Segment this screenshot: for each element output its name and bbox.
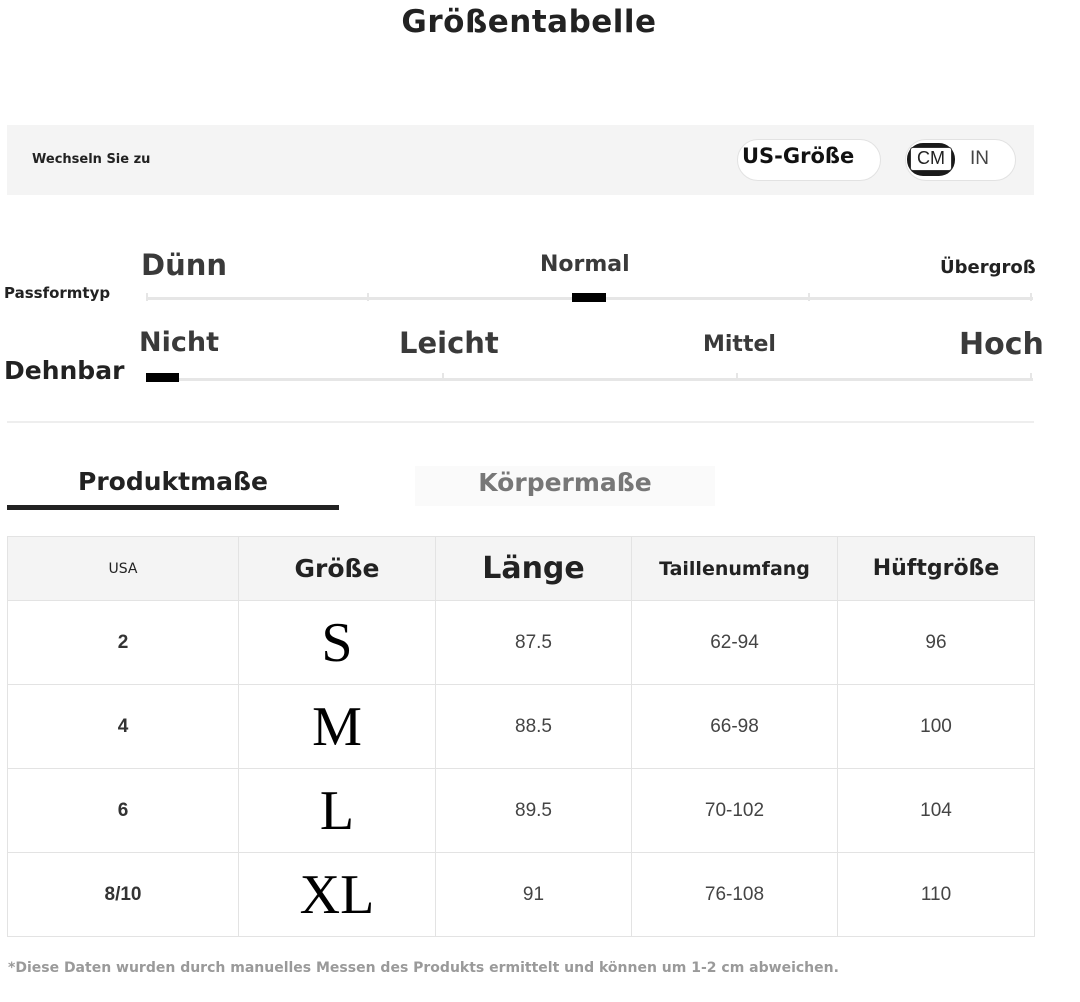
fit-selected-marker: [572, 293, 606, 302]
tab-body-measurements[interactable]: [415, 466, 715, 506]
stretch-title: Dehnbar: [4, 356, 125, 385]
stretch-tick: [736, 373, 738, 381]
stretch-selected-marker: [146, 373, 179, 382]
cell-size: M: [239, 685, 436, 769]
fit-type-title: Passformtyp: [4, 284, 111, 302]
fit-tick: [367, 293, 369, 301]
stretch-tick: [442, 373, 444, 381]
tab-product-label: Produktmaße: [78, 467, 268, 496]
fit-tick: [1030, 293, 1032, 301]
table-header-row: [8, 537, 1035, 601]
header-length: Länge: [436, 537, 632, 601]
cell-length: 87.5: [436, 601, 632, 685]
cell-waist: 70-102: [632, 769, 838, 853]
footnote: *Diese Daten wurden durch manuelles Messen des Produkts ermittelt und können um 1-2 cm abweichen.: [8, 960, 839, 976]
tab-body-label: Körpermaße: [478, 468, 652, 497]
header-waist: Taillenumfang: [632, 537, 838, 601]
table-row: [8, 685, 1035, 769]
stretch-scale-track: [146, 378, 1033, 381]
fit-label-normal: Normal: [540, 252, 630, 277]
cell-usa: 6: [8, 769, 239, 853]
cell-hip: 96: [838, 601, 1035, 685]
fit-tick: [146, 293, 148, 301]
cell-length: 88.5: [436, 685, 632, 769]
section-divider: [7, 421, 1034, 423]
header-hip: Hüftgröße: [838, 537, 1035, 601]
cell-size: S: [239, 601, 436, 685]
header-usa: USA: [8, 537, 239, 601]
cell-size: L: [239, 769, 436, 853]
cell-length: 89.5: [436, 769, 632, 853]
fit-label-oversize: Übergroß: [940, 257, 1036, 278]
cell-hip: 110: [838, 853, 1035, 937]
unit-cm-label: CM: [910, 147, 952, 171]
cell-hip: 100: [838, 685, 1035, 769]
stretch-label-high: Hoch: [959, 327, 1044, 362]
tab-product-measurements[interactable]: [7, 462, 339, 510]
cell-waist: 62-94: [632, 601, 838, 685]
unit-cm-button[interactable]: [907, 143, 955, 176]
table-row: [8, 853, 1035, 937]
cell-length: 91: [436, 853, 632, 937]
switch-label: Wechseln Sie zu: [32, 152, 151, 167]
cell-usa: 4: [8, 685, 239, 769]
size-table: [7, 536, 1035, 937]
stretch-label-slight: Leicht: [399, 326, 499, 360]
table-row: [8, 769, 1035, 853]
page-title: Größentabelle: [401, 4, 657, 40]
cell-size: XL: [239, 853, 436, 937]
fit-label-thin: Dünn: [141, 248, 228, 282]
stretch-label-none: Nicht: [139, 327, 219, 358]
unit-in-button[interactable]: IN: [970, 148, 989, 169]
cell-usa: 8/10: [8, 853, 239, 937]
us-size-button[interactable]: US-Größe: [737, 139, 881, 181]
stretch-tick: [1030, 373, 1032, 381]
cell-hip: 104: [838, 769, 1035, 853]
cell-waist: 66-98: [632, 685, 838, 769]
tab-active-underline: [7, 505, 339, 510]
fit-tick: [808, 293, 810, 301]
cell-usa: 2: [8, 601, 239, 685]
stretch-label-medium: Mittel: [703, 332, 776, 357]
header-size: Größe: [239, 537, 436, 601]
table-row: [8, 601, 1035, 685]
cell-waist: 76-108: [632, 853, 838, 937]
